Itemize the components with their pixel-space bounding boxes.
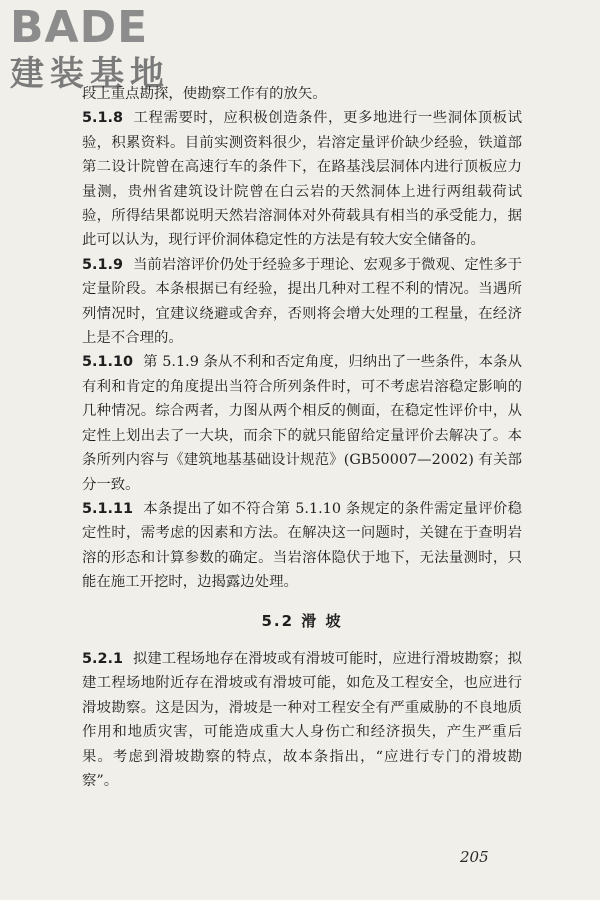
section-title: 5.2 滑 坡 (261, 611, 343, 630)
watermark-subtitle: 建装基地 (10, 54, 170, 94)
body-text (82, 82, 522, 793)
clause-number: 5.1.11 (82, 500, 133, 517)
paragraph-text: 本条提出了如不符合第 5.1.10 条规定的条件需定量评价稳定性时，需考虑的因素和方法。在解决这一问题时，关键在于查明岩溶的形态和计算参数的确定。当岩溶体隐伏于地下，无法量测时，只能在施工开挖时，边揭露边处理。 (82, 500, 522, 591)
paragraph (82, 82, 522, 106)
paragraph (82, 253, 522, 351)
clause-number: 5.1.8 (82, 110, 123, 127)
paragraph (82, 497, 522, 595)
paragraph-text: 段上重点勘探，使勘察工作有的放矢。 (82, 86, 327, 102)
clause-number: 5.2.1 (82, 650, 123, 667)
paragraph-text: 第 5.1.9 条从不利和否定角度，归纳出了一些条件，本条从有利和肯定的角度提出当符合所列条件时，可不考虑岩溶稳定影响的几种情况。综合两者，力图从两个相反的侧面，在稳定性评价中，从定性上划出去了一大块，而余下的就只能留给定量评价去解决了。本条所列内容与《建筑地基基础设计规范》(GB50007—2002) 有关部分一致。 (82, 354, 522, 493)
watermark-brand: BADE (10, 2, 149, 53)
paragraph-text: 当前岩溶评价仍处于经验多于理论、宏观多于微观、定性多于定量阶段。本条根据已有经验，提出几种对工程不利的情况。当遇所列情况时，宜建议绕避或舍弃，否则将会增大处理的工程量，在经济上是不合理的。 (82, 256, 522, 347)
paragraph (82, 647, 522, 793)
clause-number: 5.1.10 (82, 354, 133, 371)
paragraph-text: 工程需要时，应积极创造条件，更多地进行一些洞体顶板试验，积累资料。目前实测资料很少，岩溶定量评价缺少经验，铁道部第二设计院曾在高速行车的条件下，在路基浅层洞体内进行顶板应力量测，贵州省建筑设计院曾在白云岩的天然洞体上进行两组载荷试验，所得结果都说明天然岩溶洞体对外荷载具有相当的承受能力，据此可以认为，现行评价洞体稳定性的方法是有较大安全储备的。 (82, 110, 522, 249)
paragraph-text: 拟建工程场地存在滑坡或有滑坡可能时，应进行滑坡勘察；拟建工程场地附近存在滑坡或有滑坡可能，如危及工程安全，也应进行滑坡勘察。这是因为，滑坡是一种对工程安全有严重威胁的不良地质作用和地质灾害，可能造成重大人身伤亡和经济损失，产生严重后果。考虑到滑坡勘察的特点，故本条指出，“应进行专门的滑坡勘察”。 (82, 650, 522, 789)
clause-number: 5.1.9 (82, 256, 123, 273)
paragraph (82, 106, 522, 252)
page-number: 205 (460, 848, 489, 866)
paragraph (82, 350, 522, 496)
